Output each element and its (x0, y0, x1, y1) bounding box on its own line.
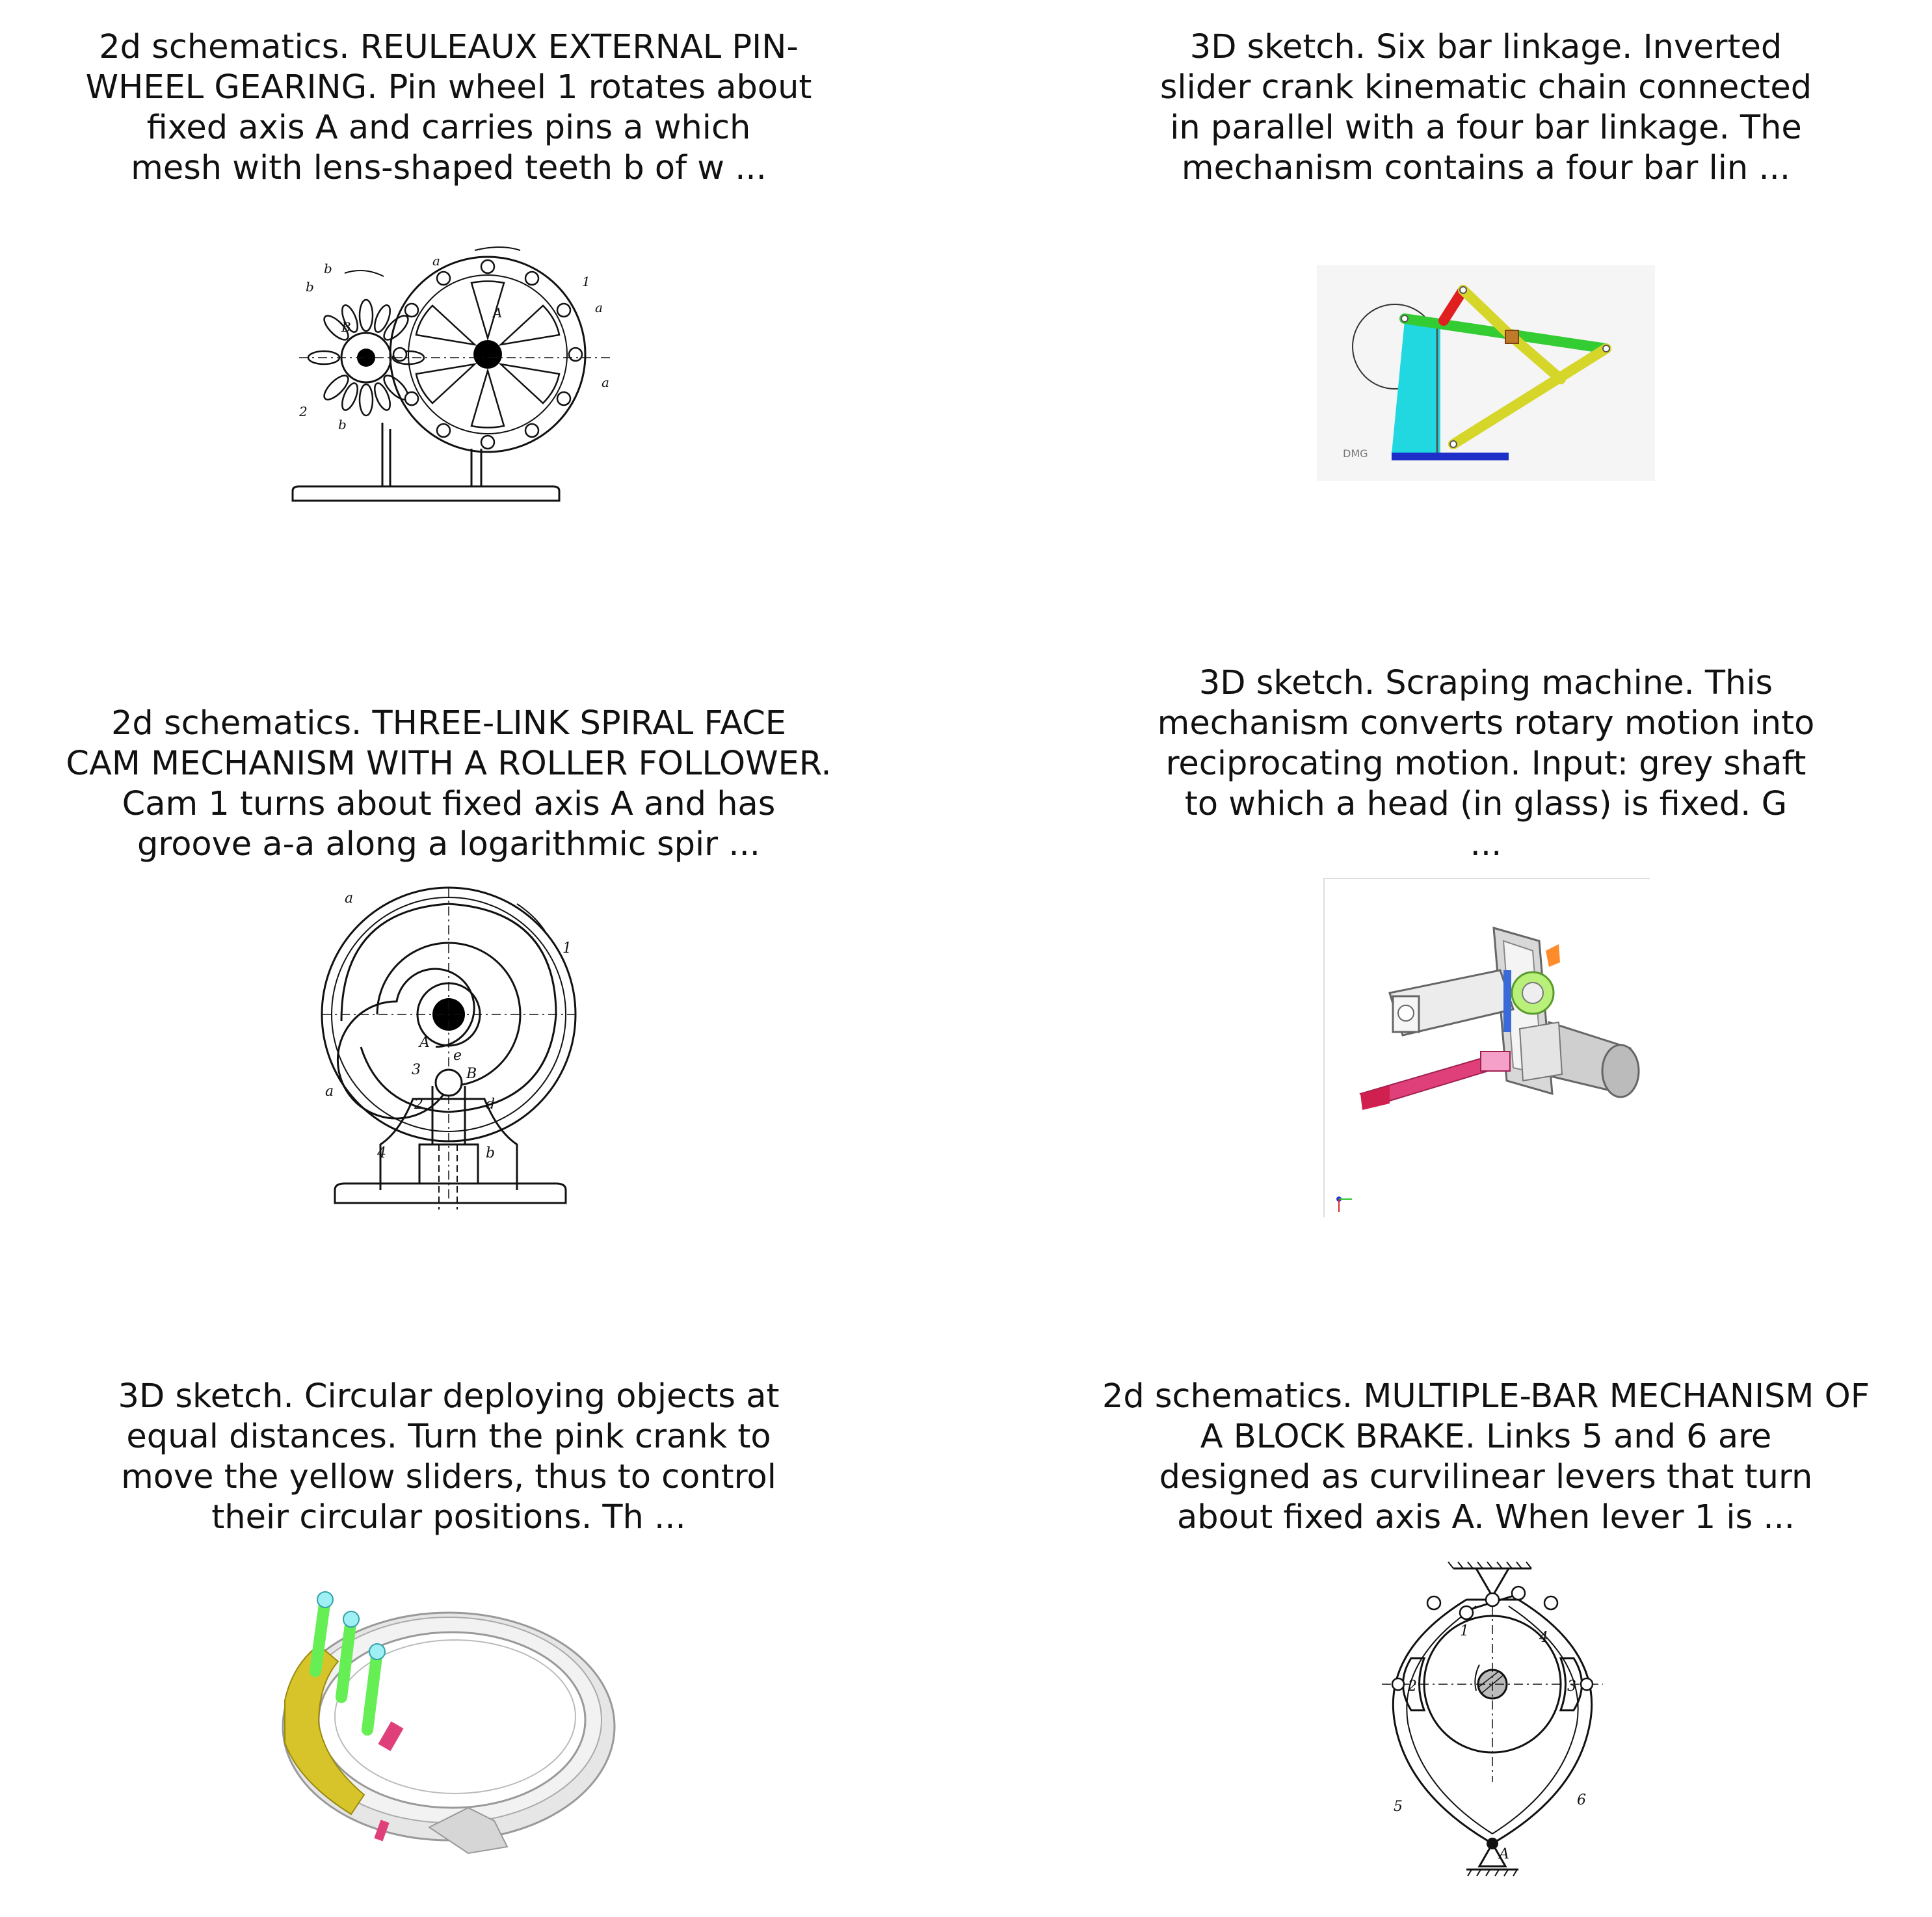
figure-circular-deploying (273, 1548, 650, 1860)
label-a1: a (345, 890, 354, 906)
label-2: 2 (299, 404, 308, 419)
label-5: 5 (1394, 1799, 1403, 1815)
label-4: 4 (377, 1145, 386, 1161)
label-a2: a (595, 300, 603, 315)
figure-scraping-machine (1323, 878, 1650, 1217)
caption-circular-deploying: 3D sketch. Circular deploying objects at equal distances. Turn the pink crank to move the yellow sliders, thus to control their circular positions. Th ... (118, 1377, 780, 1537)
caption-six-bar-linkage: 3D sketch. Six bar linkage. Inverted slider crank kinematic chain connected in parallel with a four bar linkage. The mechanism contains a four bar lin ... (1159, 28, 1812, 187)
label-B: B (341, 319, 351, 335)
figure-spiral-face-cam (315, 884, 589, 1210)
label-1: 1 (1460, 1623, 1469, 1639)
label-a2: a (325, 1083, 334, 1100)
label-3: 3 (412, 1062, 421, 1078)
label-A: A (419, 1035, 430, 1051)
label-b2: b (306, 279, 314, 295)
label-B: B (466, 1066, 477, 1082)
figure-six-bar-linkage (1317, 265, 1655, 481)
caption-scraping-machine: 3D sketch. Scraping machine. This mechanism converts rotary motion into reciprocating motion. Input: grey shaft to which a head (in glass) is fixed. G ... (1157, 664, 1815, 864)
label-2: 2 (414, 1096, 423, 1113)
label-b: b (486, 1145, 496, 1161)
label-1: 1 (582, 274, 590, 289)
label-6: 6 (1577, 1792, 1586, 1808)
label-d: d (486, 1096, 496, 1113)
label-e: e (453, 1048, 462, 1064)
label-A: A (493, 305, 503, 321)
caption-spiral-face-cam: 2d schematics. THREE-LINK SPIRAL FACE CAM MECHANISM WITH A ROLLER FOLLOWER. Cam 1 turns about fixed axis A and has groove a-a along a logarithmic spir ... (66, 704, 832, 864)
label-b3: b (338, 417, 347, 432)
figure-pin-wheel-gearing (286, 234, 624, 514)
label-3: 3 (1567, 1678, 1576, 1695)
caption-block-brake: 2d schematics. MULTIPLE-BAR MECHANISM OF A BLOCK BRAKE. Links 5 and 6 are designed as curvilinear levers that turn about fixed axis A. When lever 1 is ... (1102, 1377, 1870, 1537)
dmg-logo: DMG (1343, 447, 1368, 460)
figure-block-brake (1369, 1561, 1616, 1886)
label-A: A (1499, 1846, 1509, 1862)
label-a1: a (432, 253, 440, 269)
caption-pin-wheel-gearing: 2d schematics. REULEAUX EXTERNAL PIN- WHEEL GEARING. Pin wheel 1 rotates about fixed axis A and carries pins a which mesh with lens-shaped teeth b of w ... (85, 28, 812, 187)
label-b1: b (324, 261, 332, 276)
label-4: 4 (1539, 1630, 1548, 1646)
label-a3: a (602, 375, 609, 390)
label-2: 2 (1408, 1678, 1417, 1695)
label-1: 1 (562, 940, 572, 957)
